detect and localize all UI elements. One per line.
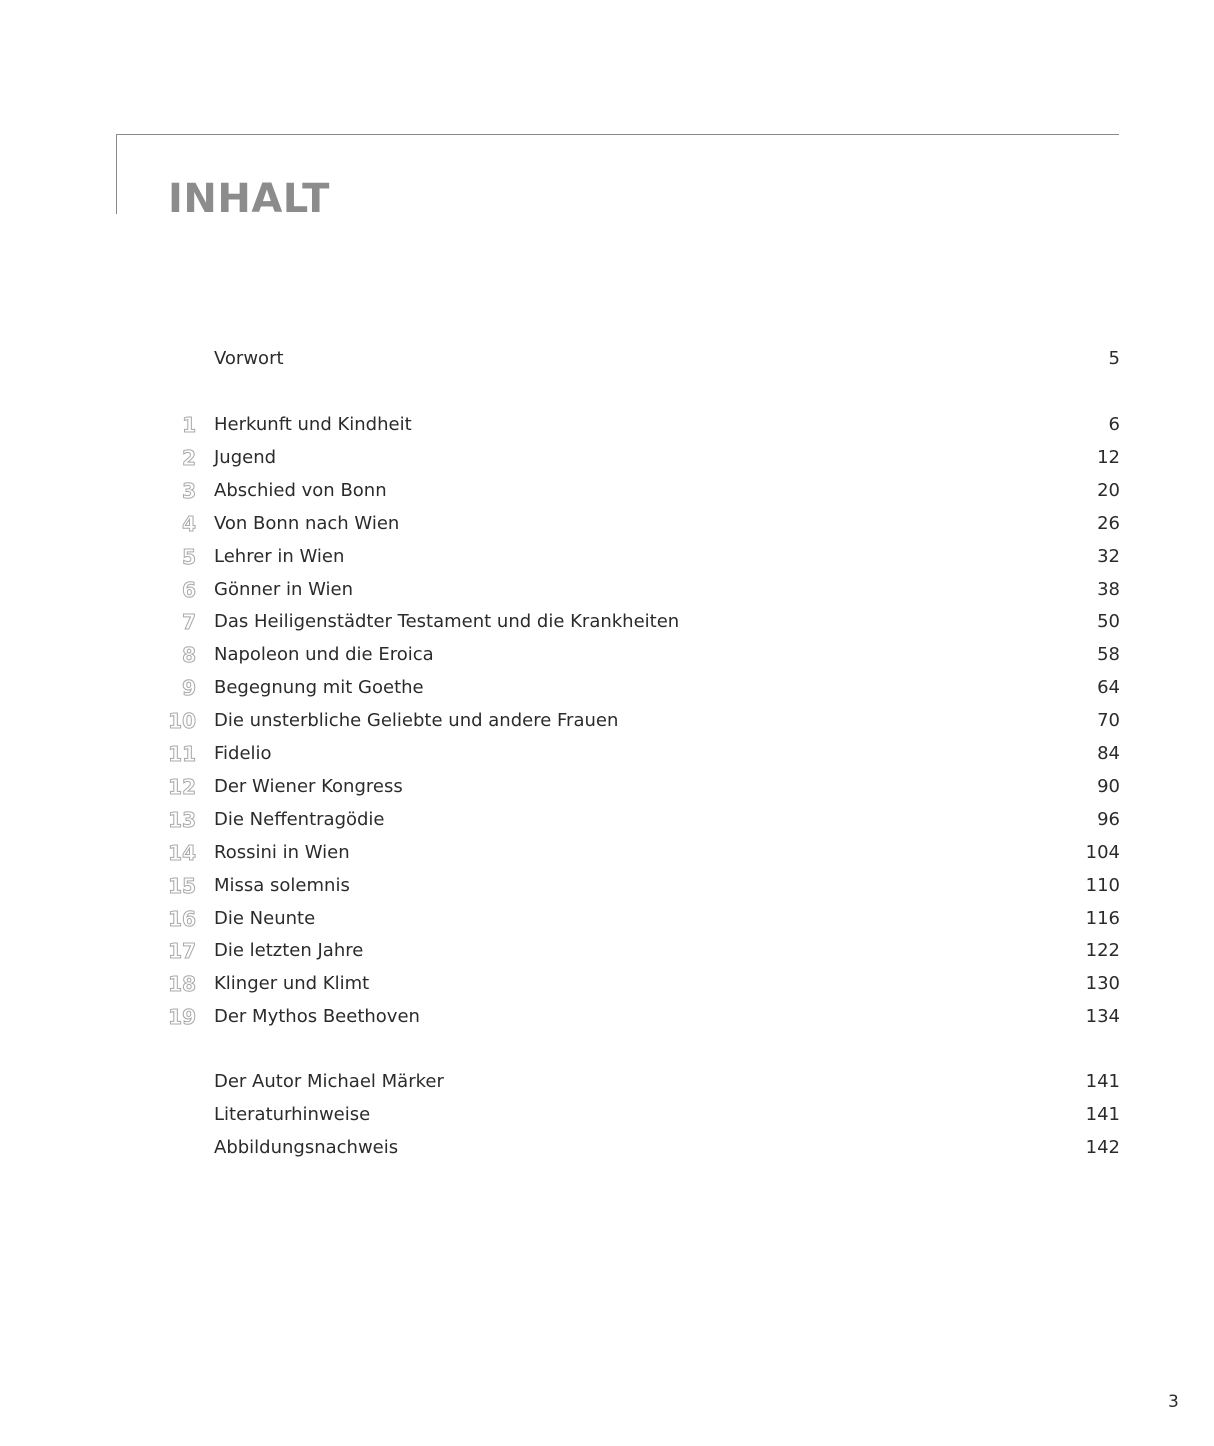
chapter-number: 7 <box>182 610 196 635</box>
toc-entry <box>160 1099 1120 1131</box>
toc-entry <box>160 574 1120 606</box>
toc-entry-title: Abbildungsnachweis <box>214 1136 399 1158</box>
page-number: 3 <box>1168 1392 1179 1412</box>
toc-entry <box>160 343 1120 375</box>
toc-entry <box>160 968 1120 1000</box>
chapter-number: 1 <box>182 413 196 437</box>
chapter-number: 2 <box>182 445 196 470</box>
toc-entry-title: Die Neffentragödie <box>214 808 385 830</box>
chapter-number: 9 <box>182 676 196 701</box>
toc-entry-title: Vorwort <box>214 348 284 369</box>
chapter-number: 13 <box>168 807 196 832</box>
toc-entry <box>160 870 1120 902</box>
chapter-number: 11 <box>168 742 196 766</box>
toc-entry-title: Die unsterbliche Geliebte und andere Frauen <box>214 710 619 732</box>
toc-entry-page: 58 <box>1097 644 1120 666</box>
toc-entry-title: Der Autor Michael Märker <box>214 1071 444 1092</box>
toc-entry-title: Lehrer in Wien <box>214 545 345 567</box>
toc-entry-page: 141 <box>1085 1103 1120 1125</box>
toc-entry-title: Rossini in Wien <box>214 841 350 863</box>
page-title: INHALT <box>168 176 330 222</box>
toc-entry-title: Abschied von Bonn <box>214 479 387 501</box>
toc-entry <box>160 442 1120 474</box>
toc-entry <box>160 771 1120 803</box>
toc-entry <box>160 672 1120 704</box>
toc-entry <box>160 409 1120 441</box>
toc-entry-page: 12 <box>1097 446 1120 468</box>
toc-entry-title: Das Heiligenstädter Testament und die Krankheiten <box>214 611 680 633</box>
toc-entry-page: 142 <box>1085 1136 1120 1158</box>
chapter-number: 19 <box>168 1005 196 1030</box>
toc-entry <box>160 738 1120 770</box>
toc-entry-page: 134 <box>1085 1006 1120 1028</box>
toc-entry-page: 141 <box>1085 1071 1120 1092</box>
toc-entry-title: Der Wiener Kongress <box>214 775 403 797</box>
chapter-number: 4 <box>182 511 196 536</box>
toc-entry-page: 5 <box>1108 348 1120 369</box>
toc-entry-title: Die letzten Jahre <box>214 940 364 962</box>
toc-entry <box>160 935 1120 967</box>
toc-entry-page: 6 <box>1108 414 1120 435</box>
toc-entry <box>160 1001 1120 1033</box>
toc-entry-page: 38 <box>1097 578 1120 600</box>
toc-entry <box>160 705 1120 737</box>
chapter-number: 6 <box>182 577 196 602</box>
toc-entry-page: 90 <box>1097 775 1120 797</box>
toc-entry-page: 84 <box>1097 743 1120 764</box>
toc-entry-title: Klinger und Klimt <box>214 973 370 995</box>
toc-entry <box>160 1066 1120 1098</box>
toc-entry-page: 104 <box>1085 841 1120 863</box>
chapter-number: 8 <box>182 643 196 668</box>
chapter-number: 18 <box>168 972 196 997</box>
toc-entry-title: Gönner in Wien <box>214 578 353 600</box>
toc-entry-title: Fidelio <box>214 743 272 764</box>
toc-entry-title: Jugend <box>214 446 277 468</box>
chapter-number: 16 <box>168 906 196 931</box>
chapter-number: 14 <box>168 840 196 865</box>
frame-top-rule <box>116 134 1119 135</box>
toc-entry <box>160 903 1120 935</box>
toc-entry <box>160 639 1120 671</box>
toc-entry-page: 64 <box>1097 677 1120 699</box>
chapter-number: 17 <box>168 939 196 964</box>
chapter-number: 5 <box>182 544 196 569</box>
toc-entry-title: Missa solemnis <box>214 874 350 896</box>
toc-entry-page: 20 <box>1097 479 1120 501</box>
toc-entry-page: 130 <box>1085 973 1120 995</box>
toc-entry-title: Napoleon und die Eroica <box>214 644 434 666</box>
toc-entry <box>160 837 1120 869</box>
chapter-number: 10 <box>168 709 196 734</box>
toc-entry-page: 50 <box>1097 611 1120 633</box>
toc-entry-title: Begegnung mit Goethe <box>214 677 424 699</box>
chapter-number: 12 <box>168 774 196 799</box>
toc-entry-page: 70 <box>1097 710 1120 732</box>
toc-entry-page: 110 <box>1085 874 1120 896</box>
toc-entry-title: Literaturhinweise <box>214 1103 371 1125</box>
frame-left-rule <box>116 134 117 214</box>
toc-entry <box>160 804 1120 836</box>
toc-entry <box>160 541 1120 573</box>
toc-entry <box>160 606 1120 638</box>
toc-entry-page: 32 <box>1097 545 1120 567</box>
toc-entry-title: Von Bonn nach Wien <box>214 512 400 534</box>
chapter-number: 15 <box>168 873 196 898</box>
chapter-number: 3 <box>182 478 196 503</box>
toc-entry-page: 96 <box>1097 808 1120 830</box>
toc-entry <box>160 475 1120 507</box>
toc-entry-title: Die Neunte <box>214 907 316 929</box>
toc-entry-title: Herkunft und Kindheit <box>214 414 412 435</box>
toc-entry <box>160 1132 1120 1164</box>
toc-entry-title: Der Mythos Beethoven <box>214 1006 420 1028</box>
toc-entry-page: 116 <box>1085 907 1120 929</box>
toc-entry-page: 122 <box>1085 940 1120 962</box>
toc-entry <box>160 508 1120 540</box>
toc-entry-page: 26 <box>1097 512 1120 534</box>
